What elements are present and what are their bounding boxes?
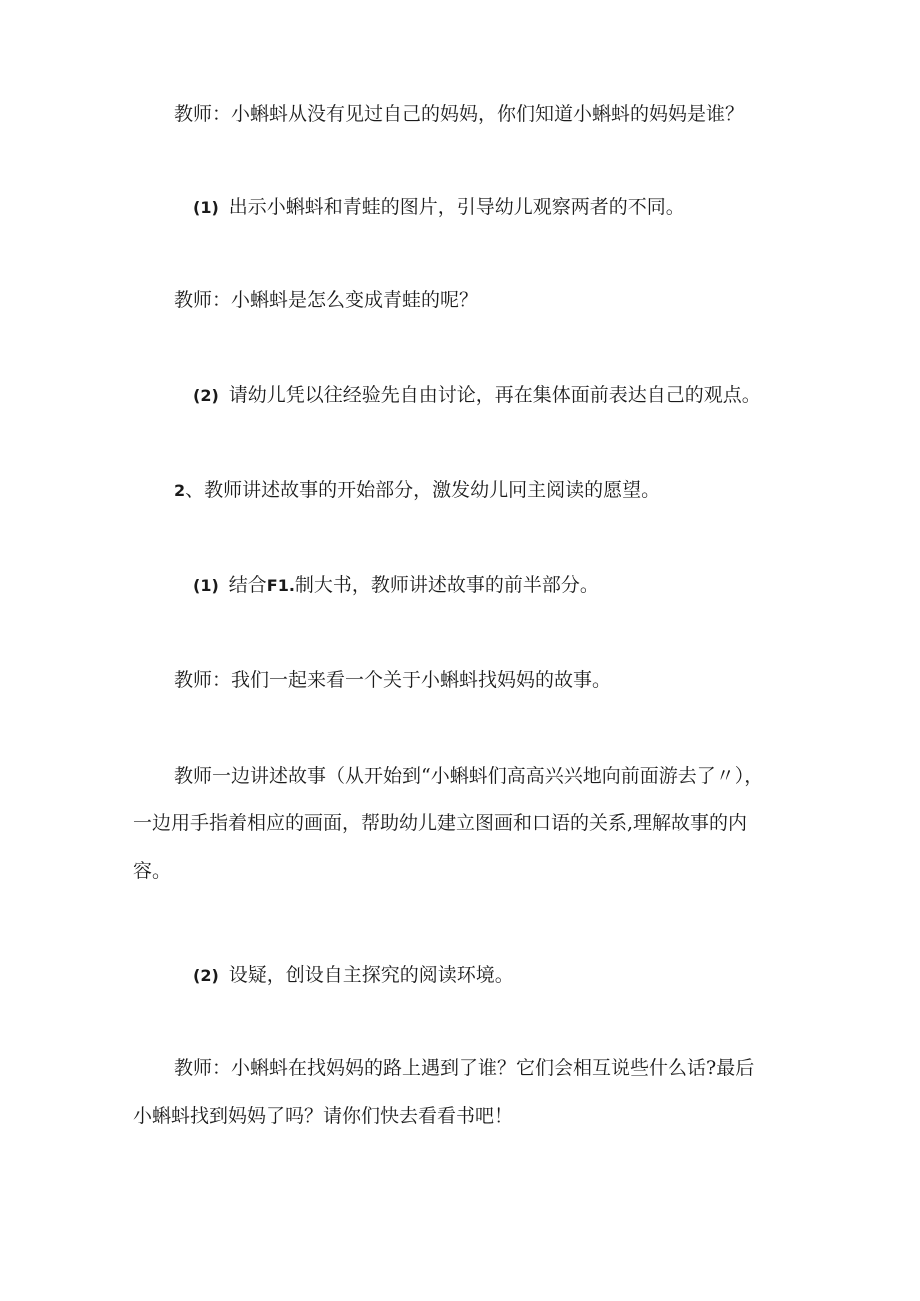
step-number: (2)	[193, 386, 219, 405]
step-text: 出示小蝌蚪和青蛙的图片，引导幼儿观察两者的不同。	[228, 196, 685, 218]
paragraph-story-line-2: 一边用手指着相应的画面，帮助幼儿建立图画和口语的关系,理解故事的内	[133, 812, 748, 834]
paragraph-teacher-story-intro: 教师：我们一起来看一个关于小蝌蚪找妈妈的故事。	[174, 669, 612, 691]
paragraph-final-line-1: 教师：小蝌蚪在找妈妈的路上遇到了谁？它们会相互说些什么话?最后	[174, 1057, 755, 1079]
step-set-question	[193, 962, 514, 989]
step-text: 请幼儿凭以往经验先自由讨论，再在集体面前表达自己的观点。	[228, 384, 761, 406]
step-show-pictures	[193, 194, 685, 221]
step-text: 设疑，创设自主探究的阅读环境。	[228, 964, 514, 986]
paragraph-teacher-question-2: 教师：小蝌蚪是怎么变成青蛙的呢？	[174, 289, 479, 311]
step-text-bold: F1.	[266, 576, 295, 595]
step-number: (2)	[193, 966, 219, 985]
paragraph-teacher-question: 教师：小蝌蚪从没有见过自己的妈妈，你们知道小蝌蚪的妈妈是谁？	[174, 103, 745, 125]
section-number: 2	[174, 481, 186, 500]
paragraph-story-line-1: 教师一边讲述故事（从开始到“小蝌蚪们高高兴兴地向前面游去了〃），	[174, 765, 764, 787]
step-number: (1)	[193, 576, 219, 595]
section-heading-2	[174, 477, 660, 504]
paragraph-final-line-2: 小蝌蚪找到妈妈了吗？请你们快去看看书吧！	[133, 1105, 514, 1127]
section-text: 、教师讲述故事的开始部分，激发幼儿冋主阅读的愿望。	[185, 479, 661, 501]
step-number: (1)	[193, 198, 219, 217]
paragraph-story-line-3: 容。	[133, 860, 172, 882]
step-free-discussion	[193, 382, 761, 409]
step-text-c: 制大书，教师讲述故事的前半部分。	[294, 574, 599, 596]
step-text-a: 结合	[228, 574, 267, 596]
step-big-book	[193, 572, 599, 599]
